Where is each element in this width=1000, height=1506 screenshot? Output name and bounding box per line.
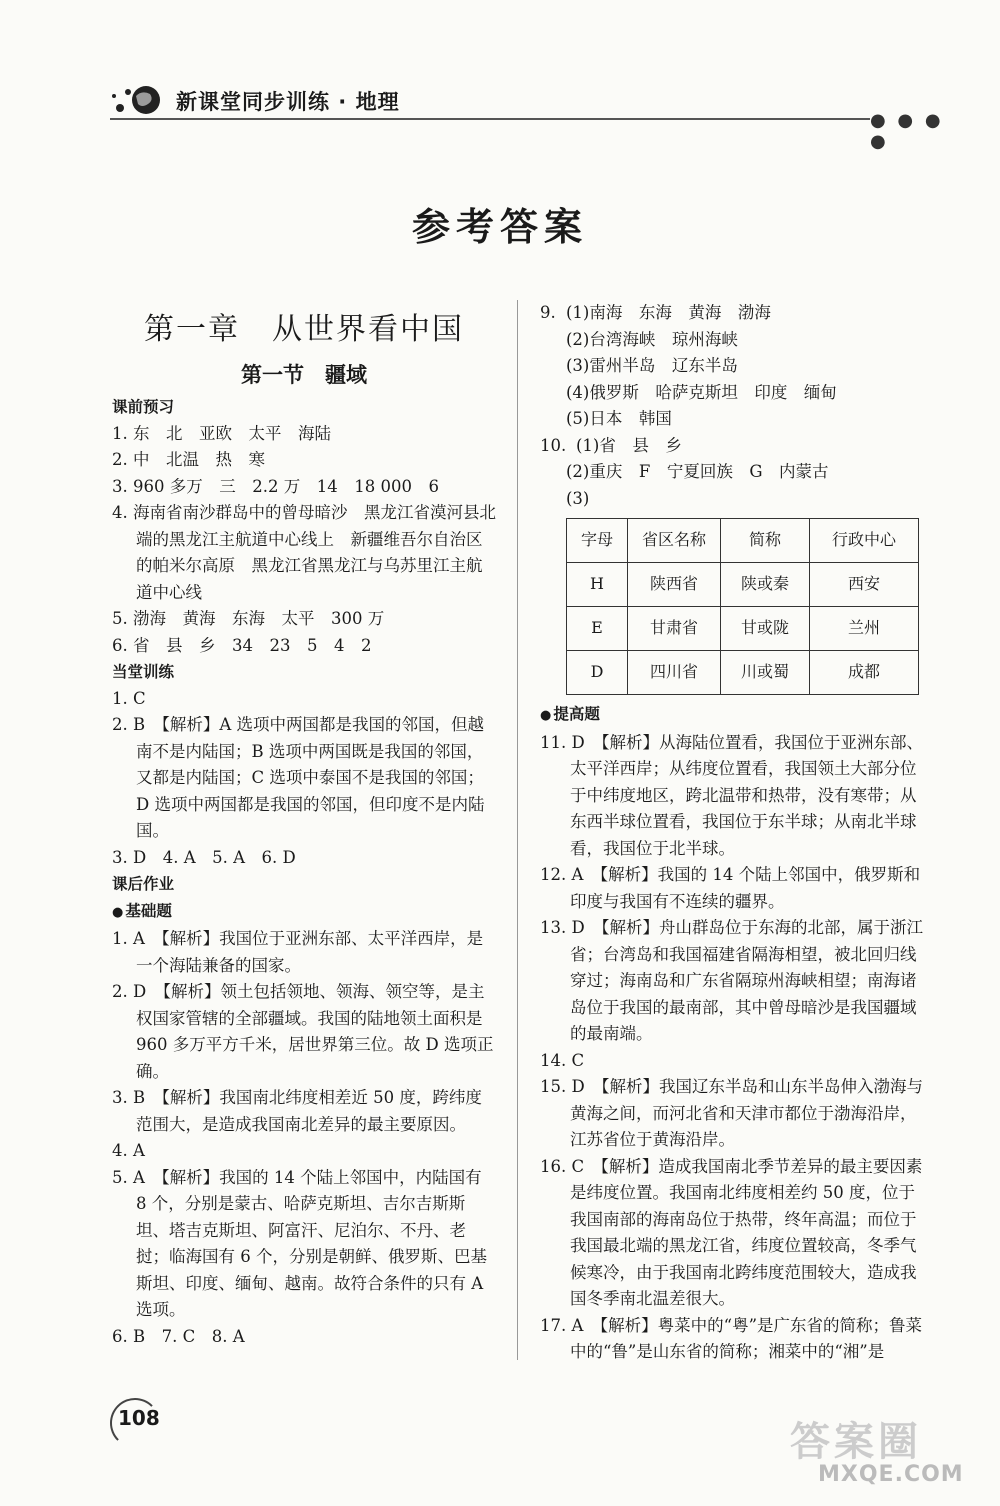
q9-line: (3)雷州半岛 辽东半岛 [566,356,738,375]
page-number-text: 108 [118,1406,160,1430]
answer-item: 13. D 【解析】舟山群岛位于东海的北部，属于浙江省；台湾岛和我国福建省隔海相望，被北回归线穿过；海南岛和广东省隔琼州海峡相望；南海诸岛位于我国的最南部，其中曾母暗沙是我国疆域的最南端。 [540,918,923,1043]
answer-item: 11. D 【解析】从海陆位置看，我国位于亚洲东部、太平洋西岸；从纬度位置看，我国领土大部分位于中纬度地区，跨北温带和热带，没有寒带；从东西半球位置看，我国位于东半球；从南北半球看，我国位于北半球。 [540,732,923,858]
class-training-heading: 当堂训练 [112,663,175,681]
q10-line: (1)省 县 乡 [576,435,682,455]
answer-item: 3. 960 多万 三 2.2 万 14 18 000 6 [112,476,439,496]
answer-item: 6. 省 县 乡 34 23 5 4 2 [112,635,372,655]
answer-item: 2. D 【解析】领土包括领地、领海、领空等，是主权国家管辖的全部疆域。我国的陆地领土面积是 960 多万平方千米，居世界第三位。故 D 选项正确。 [112,982,494,1081]
table-cell: 陕或秦 [721,563,810,607]
table-header-cell: 字母 [567,519,628,563]
page-title: 参考答案 [411,205,588,249]
answer-item: 15. D 【解析】我国辽东半岛和山东半岛伸入渤海与黄海之间，而河北省和天津市都位于渤海沿岸，江苏省位于黄海沿岸。 [540,1077,923,1149]
table-cell: H [567,563,628,607]
q9-number: 9. [540,303,556,322]
q10-line: (2)重庆 F 宁夏回族 G 内蒙古 [566,462,829,481]
left-column [112,300,496,1350]
answer-item: 14. C [540,1050,585,1070]
q10-line: (3) [566,488,590,508]
q9-line: (2)台湾海峡 琼州海峡 [566,329,738,349]
answer-item: 2. B 【解析】A 选项中两国都是我国的邻国，但越南不是内陆国；B 选项中两国既是我国的邻国，又都是内陆国；C 选项中泰国不是我国的邻国；D 选项中两国都是我国的邻国，但印度不是内陆国。 [112,715,485,840]
table-header-cell: 省区名称 [628,519,721,563]
answer-item: 1. 东 北 亚欧 太平 海陆 [112,423,331,443]
table-cell: 成都 [810,651,919,695]
answer-item: 1. A 【解析】我国位于亚洲东部、太平洋西岸，是一个海陆兼备的国家。 [112,929,484,975]
table-row [567,563,919,607]
table-row [567,607,919,651]
answer-item: 1. C [112,688,146,708]
page-header [110,74,970,152]
answer-item: 2. 中 北温 热 寒 [112,450,265,469]
basic-questions-heading: ● 基础题 [112,898,496,927]
page-number-ring [110,1398,160,1448]
right-column [540,300,930,1366]
answer-item: 4. 海南省南沙群岛中的曾母暗沙 黑龙江省漠河县北端的黑龙江主航道中心线上 新疆维吾尔自治区的帕米尔高原 黑龙江省黑龙江与乌苏里江主航道中心线 [112,503,496,602]
q9-line: (5)日本 韩国 [566,409,672,428]
header-dots: ● ● ● ● [870,110,944,152]
book-series-title: 新课堂同步训练 · 地理 [176,90,400,114]
answer-item: 3. B 【解析】我国南北纬度相差近 50 度，跨纬度范围大，是造成我国南北差异的最主要原因。 [112,1088,482,1134]
header-rule [110,118,870,120]
table-header-row [567,519,919,563]
pre-study-heading: 课前预习 [112,398,175,416]
table-cell: 甘肃省 [628,607,721,651]
globe-logo-icon [110,82,166,118]
q9-line: (4)俄罗斯 哈萨克斯坦 印度 缅甸 [566,382,837,402]
answer-item: 12. A 【解析】我国的 14 个陆上邻国中，俄罗斯和印度与我国有不连续的疆界。 [540,865,921,911]
answer-item: 5. A 【解析】我国的 14 个陆上邻国中，内陆国有 8 个，分别是蒙古、哈萨克斯坦、吉尔吉斯斯坦、塔吉克斯坦、阿富汗、尼泊尔、不丹、老挝；临海国有 6 个，分别是朝鲜、俄罗斯、巴基斯坦、印度、缅甸、越南。故符合条件的只有 A 选项。 [112,1167,487,1319]
answer-item: 16. C 【解析】造成我国南北季节差异的最主要因素是纬度位置。我国南北纬度相差约 50 度，位于我国南部的海南岛位于热带，终年高温；而位于我国最北端的黑龙江省，纬度位置较高，冬季气候寒冷，由于我国南北跨纬度范围较大，造成我国冬季南北温差很大。 [540,1156,923,1308]
table-cell: 陕西省 [628,563,721,607]
table-cell: D [567,651,628,695]
column-divider [517,300,518,1360]
table-cell: 兰州 [810,607,919,651]
answer-item: 4. A [112,1141,145,1160]
watermark-text: 答案圈 [790,1419,922,1465]
table-cell: E [567,607,628,651]
watermark-url: MXQE.COM [818,1462,964,1487]
table-cell: 甘或陇 [721,607,810,651]
province-table [566,518,919,695]
page-number [118,1406,160,1430]
chapter-title: 第一章 从世界看中国 [144,312,464,347]
section-title: 第一节 疆域 [241,363,367,387]
answer-item: 17. A 【解析】粤菜中的“粤”是广东省的简称；鲁菜中的“鲁”是山东省的简称；湘菜中的“湘”是 [540,1315,923,1361]
table-cell: 西安 [810,563,919,607]
answer-item: 5. 渤海 黄海 东海 太平 300 万 [112,609,385,628]
watermark [790,1410,980,1500]
q10-number: 10. [540,435,567,455]
homework-heading: 课后作业 [112,875,175,893]
table-header-cell: 简称 [721,519,810,563]
table-cell: 四川省 [628,651,721,695]
q9-line: (1)南海 东海 黄海 渤海 [566,303,771,322]
answer-item: 6. B 7. C 8. A [112,1326,245,1346]
advanced-questions-heading: ● 提高题 [540,701,930,730]
table-cell: 川或蜀 [721,651,810,695]
table-header-cell: 行政中心 [810,519,919,563]
answer-item: 3. D 4. A 5. A 6. D [112,847,296,867]
table-row [567,651,919,695]
